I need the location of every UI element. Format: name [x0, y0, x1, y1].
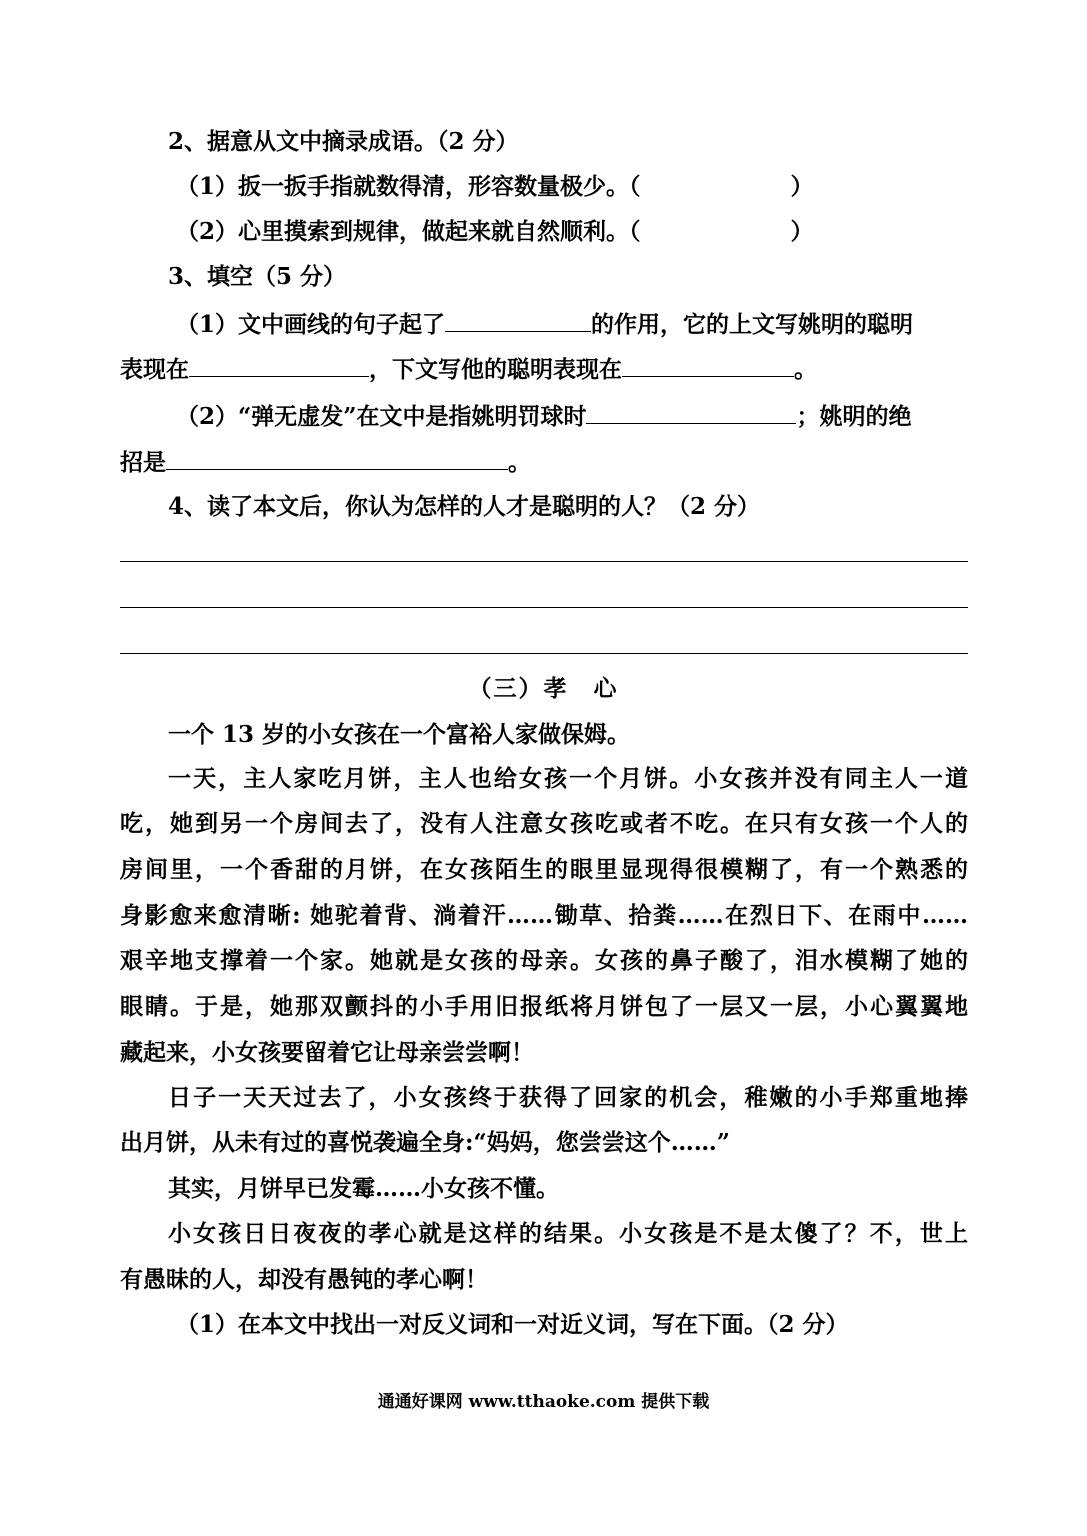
paragraph-2-line-3: 房间里，一个香甜的月饼，在女孩陌生的眼里显现得很模糊了，有一个熟悉的 [120, 856, 968, 883]
section-title: （三）孝 心 [468, 675, 619, 702]
question-3-item-2-line-1 [176, 402, 911, 432]
paragraph-2-line-1: 一天，主人家吃月饼，主人也给女孩一个月饼。小女孩并没有同主人一道 [168, 765, 968, 792]
question-3-item-1-text-d: ，下文写他的聪明表现在 [369, 356, 622, 383]
answer-blank[interactable] [586, 403, 796, 424]
question-3-item-2-line-2 [120, 448, 531, 478]
closing-paren: ） [790, 218, 814, 245]
period: 。 [794, 356, 817, 383]
answer-line-1[interactable] [120, 560, 968, 562]
answer-blank[interactable] [166, 449, 508, 470]
period: 。 [508, 449, 531, 476]
paragraph-4: 其实，月饼早已发霉……小女孩不懂。 [168, 1175, 559, 1202]
question-3-item-1-line-2 [120, 355, 817, 385]
question-2-heading: 2、据意从文中摘录成语。（2 分） [168, 128, 519, 155]
question-2-item-2 [176, 217, 814, 247]
question-3-item-2-text-a: （2）“弹无虚发”在文中是指姚明罚球时 [176, 403, 587, 430]
question-3-item-1-text-b: 的作用，它的上文写姚明的聪明 [591, 311, 914, 338]
paragraph-2-line-4: 身影愈来愈清晰: 她驼着背、淌着汗……锄草、拾粪……在烈日下、在雨中…… [120, 902, 968, 929]
paragraph-3-line-2: 出月饼，从未有过的喜悦袭遍全身:“妈妈，您尝尝这个……” [120, 1129, 730, 1156]
answer-blank[interactable] [189, 356, 369, 377]
paragraph-2-line-7: 藏起来，小女孩要留着它让母亲尝尝啊！ [120, 1039, 534, 1066]
question-3-item-1-text-c: 表现在 [120, 356, 189, 383]
footer-credit: 通通好课网 www.tthaoke.com 提供下载 [377, 1392, 710, 1412]
answer-line-3[interactable] [120, 652, 968, 654]
paragraph-1: 一个 13 岁的小女孩在一个富裕人家做保姆。 [168, 721, 631, 748]
question-3-item-2-text-b: ；姚明的绝 [796, 403, 912, 430]
section-3-question-1: （1）在本文中找出一对反义词和一对近义词，写在下面。（2 分） [176, 1311, 849, 1338]
question-2-item-1 [176, 172, 814, 202]
answer-blank[interactable] [622, 356, 794, 377]
paragraph-2-line-2: 吃，她到另一个房间去了，没有人注意女孩吃或者不吃。在只有女孩一个人的 [120, 810, 968, 837]
question-3-heading: 3、填空（5 分） [168, 263, 347, 290]
paragraph-5-line-2: 有愚昧的人，却没有愚钝的孝心啊！ [120, 1266, 488, 1293]
answer-blank[interactable] [445, 311, 591, 332]
answer-line-2[interactable] [120, 606, 968, 608]
paragraph-3-line-1: 日子一天天过去了，小女孩终于获得了回家的机会，稚嫩的小手郑重地捧 [168, 1084, 968, 1111]
question-2-item-2-text: （2）心里摸索到规律，做起来就自然顺利。（ [176, 218, 641, 245]
paragraph-2-line-5: 艰辛地支撑着一个家。她就是女孩的母亲。女孩的鼻子酸了，泪水模糊了她的 [120, 947, 968, 974]
question-3-item-2-text-c: 招是 [120, 449, 166, 476]
closing-paren: ） [790, 173, 814, 200]
paragraph-2-line-6: 眼睛。于是，她那双颤抖的小手用旧报纸将月饼包了一层又一层，小心翼翼地 [120, 993, 968, 1020]
question-2-item-1-text: （1）扳一扳手指就数得清，形容数量极少。（ [176, 173, 641, 200]
question-4-heading: 4、读了本文后，你认为怎样的人才是聪明的人？（2 分） [168, 493, 761, 520]
question-3-item-1-line-1 [176, 310, 913, 340]
paragraph-5-line-1: 小女孩日日夜夜的孝心就是这样的结果。小女孩是不是太傻了？不，世上 [168, 1220, 968, 1247]
question-3-item-1-text-a: （1）文中画线的句子起了 [176, 311, 446, 338]
